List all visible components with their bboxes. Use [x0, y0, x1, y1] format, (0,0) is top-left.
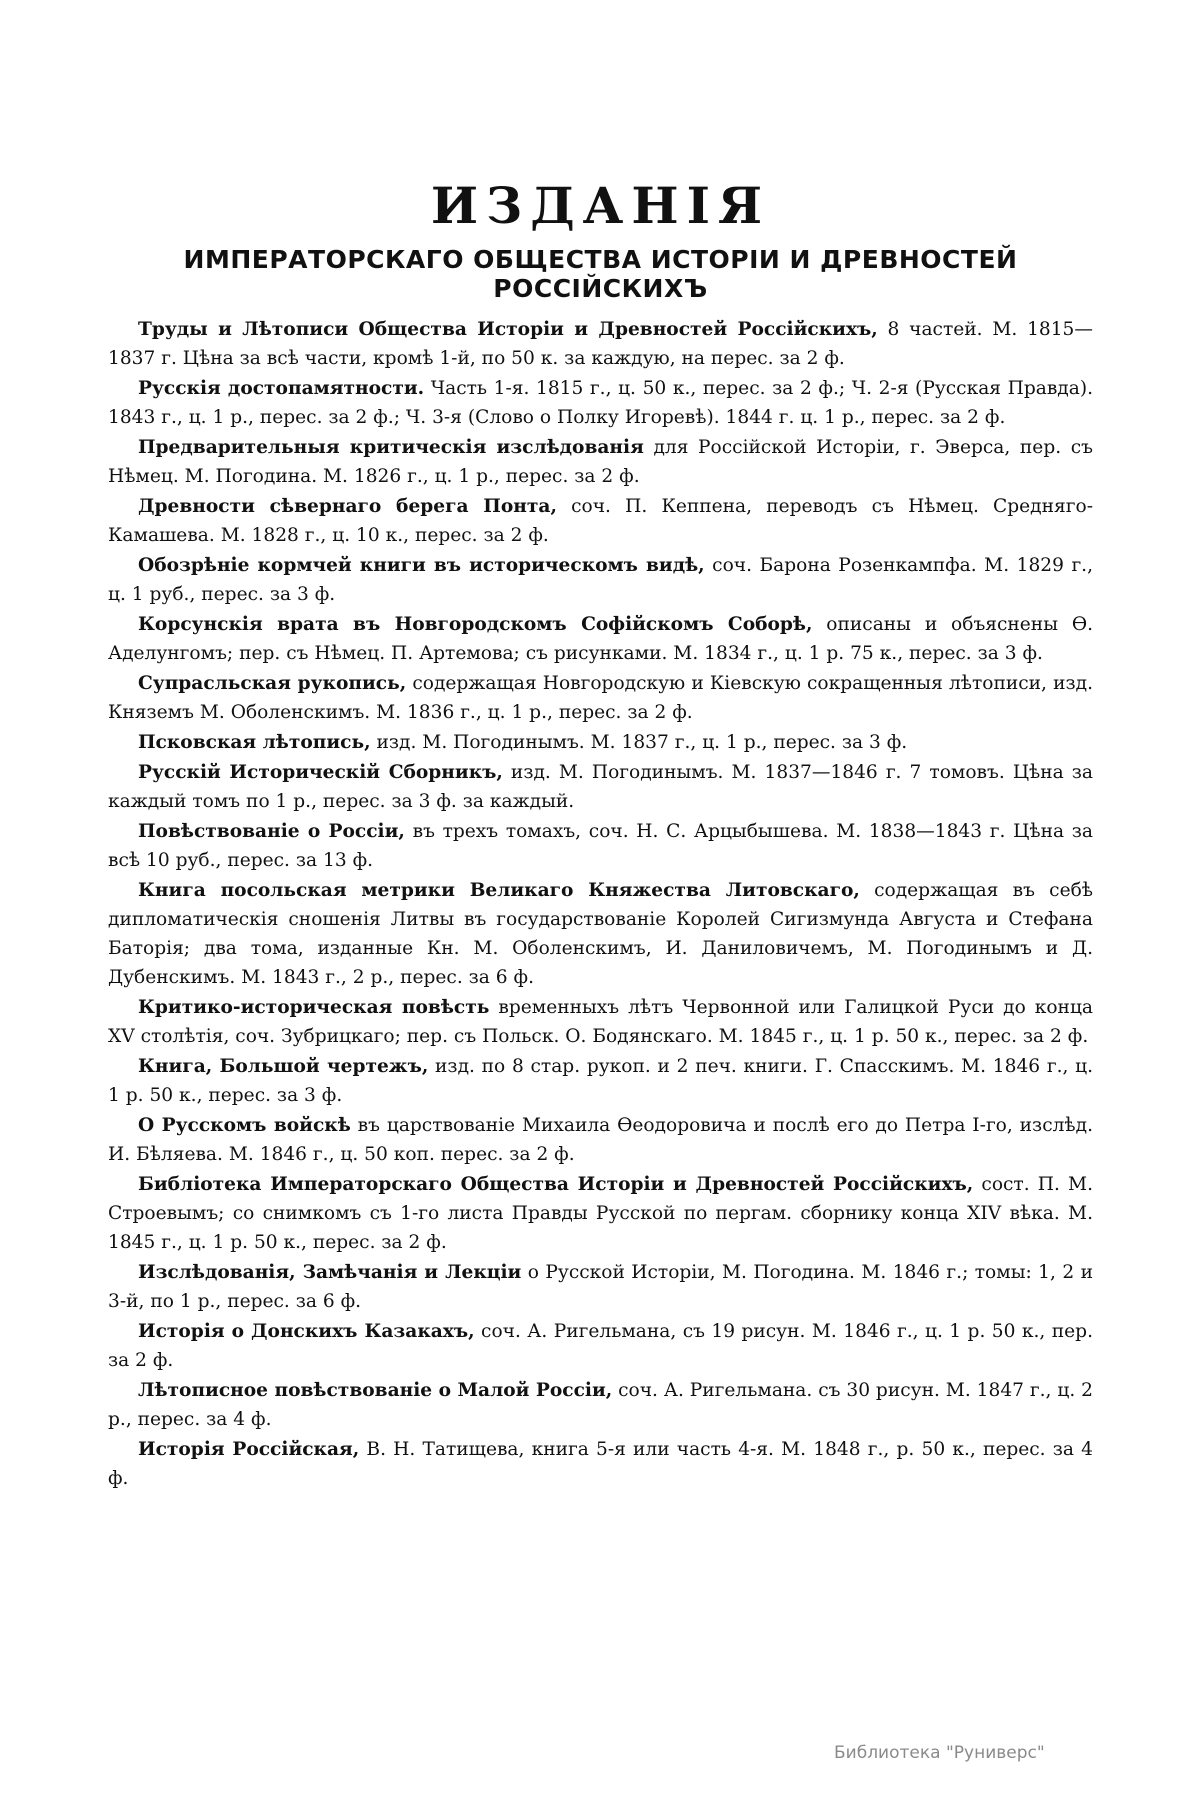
entry-title: Книга, Большой чертежъ, [138, 1056, 429, 1077]
publication-entry [108, 433, 1093, 491]
entry-title: Критико-историческая повѣсть [138, 997, 490, 1018]
publication-entry [108, 758, 1093, 816]
publication-entry [108, 728, 1093, 757]
publication-entry [108, 610, 1093, 668]
publication-entry [108, 374, 1093, 432]
publication-entry [108, 1435, 1093, 1493]
entry-details: изд. М. Погодинымъ. М. 1837—1846 г. 7 томовъ. Цѣна за каждый томъ по 1 р., перес. за 3 ф. за каждый. [108, 762, 1094, 812]
publication-entry [108, 315, 1093, 373]
entry-details: въ царствованіе Михаила Ѳеодоровича и послѣ его до Петра I-го, изслѣд. И. Бѣляева. М. 1846 г., ц. 50 коп. перес. за 2 ф. [108, 1115, 1093, 1165]
entry-title: Древности сѣвернаго берега Понта, [138, 496, 557, 517]
entry-details: описаны и объяснены Ѳ. Аделунгомъ; пер. съ Нѣмец. П. Артемова; съ рисунками. М. 1834 г., ц. 1 р. 75 к., перес. за 3 ф. [108, 614, 1093, 664]
entry-title: Книга посольская метрики Великаго Княжества Литовскаго, [138, 880, 860, 901]
entry-details: соч. П. Кеппена, переводъ съ Нѣмец. Средняго-Камашева. М. 1828 г., ц. 10 к., перес. за 2 ф. [108, 496, 1093, 546]
publication-entry [108, 551, 1093, 609]
entry-details: изд. по 8 стар. рукоп. и 2 печ. книги. Г. Спасскимъ. М. 1846 г., ц. 1 р. 50 к., перес. за 3 ф. [108, 1056, 1093, 1106]
entry-title: Русскія достопамятности. [138, 378, 425, 399]
publication-entry [108, 1317, 1093, 1375]
entry-details: соч. Барона Розенкампфа. М. 1829 г., ц. 1 руб., перес. за 3 ф. [108, 555, 1094, 605]
page-title: ИЗДАНІЯ [430, 176, 771, 235]
entry-title: Библіотека Императорскаго Общества Исторіи и Древностей Россійскихъ, [138, 1174, 974, 1195]
entry-title: Изслѣдованія, Замѣчанія и Лекціи [138, 1262, 522, 1283]
publication-entry [108, 817, 1093, 875]
entry-title: Супрасльская рукопись, [138, 673, 407, 694]
entry-details: содержащая Новгородскую и Кіевскую сокращенныя лѣтописи, изд. Княземъ М. Оболенскимъ. М. 1836 г., ц. 1 р., перес. за 2 ф. [108, 673, 1093, 723]
entry-details: изд. М. Погодинымъ. М. 1837 г., ц. 1 р., перес. за 3 ф. [370, 732, 908, 753]
entry-details: въ трехъ томахъ, соч. Н. С. Арцыбышева. М. 1838—1843 г. Цѣна за всѣ 10 руб., перес. за 13 ф. [108, 821, 1093, 871]
entry-title: О Русскомъ войскѣ [138, 1115, 351, 1136]
entry-details: 8 частей. М. 1815—1837 г. Цѣна за всѣ части, кромѣ 1-й, по 50 к. за каждую, на перес. за 2 ф. [108, 319, 1093, 369]
publication-entry [108, 1376, 1093, 1434]
publication-entry [108, 1170, 1093, 1257]
entry-details: соч. А. Ригельмана. съ 30 рисун. М. 1847 г., ц. 2 р., перес. за 4 ф. [108, 1380, 1093, 1430]
entry-title: Труды и Лѣтописи Общества Исторіи и Древностей Россійскихъ, [138, 319, 878, 340]
entry-title: Предварительныя критическія изслѣдованія [138, 437, 644, 458]
entry-details: временныхъ лѣтъ Червонной или Галицкой Руси до конца XV столѣтія, соч. Зубрицкаго; пер. съ Польск. О. Бодянскаго. М. 1845 г., ц. 1 р. 50 к., перес. за 2 ф. [108, 997, 1093, 1047]
entry-title: Корсунскія врата въ Новгородскомъ Софійскомъ Соборѣ, [138, 614, 813, 635]
entry-title: Русскій Историческій Сборникъ, [138, 762, 503, 783]
entry-details: о Русской Исторіи, М. Погодина. М. 1846 г.; томы: 1, 2 и 3-й, по 1 р., перес. за 6 ф. [108, 1262, 1093, 1312]
entry-title: Лѣтописное повѣствованіе о Малой Россіи, [138, 1380, 613, 1401]
publication-entry [108, 876, 1093, 992]
entry-title: Исторія Россійская, [138, 1439, 360, 1460]
entry-title: Повѣствованіе о Россіи, [138, 821, 405, 842]
entry-details: содержащая въ себѣ дипломатическія сношенія Литвы въ государствованіе Королей Сигизмунда Августа и Стефана Баторія; два тома, изданные Кн. М. Оболенскимъ, И. Даниловичемъ, М. Погодинымъ и Д. Дубенскимъ. М. 1843 г., 2 р., перес. за 6 ф. [108, 880, 1094, 988]
publication-list [108, 315, 1093, 1493]
entry-title: Исторія о Донскихъ Казакахъ, [138, 1321, 475, 1342]
publication-entry [108, 669, 1093, 727]
publications-page [108, 176, 1093, 1494]
entry-details: В. Н. Татищева, книга 5-я или часть 4-я. М. 1848 г., р. 50 к., перес. за 4 ф. [108, 1439, 1093, 1489]
entry-details: сост. П. М. Строевымъ; со снимкомъ съ 1-го листа Правды Русской по пергам. сборнику конца XIV вѣка. М. 1845 г., ц. 1 р. 50 к., перес. за 2 ф. [108, 1174, 1093, 1253]
entry-details: соч. А. Ригельмана, съ 19 рисун. М. 1846 г., ц. 1 р. 50 к., пер. за 2 ф. [108, 1321, 1093, 1371]
publication-entry [108, 492, 1093, 550]
publication-entry [108, 993, 1093, 1051]
entry-title: Обозрѣніе кормчей книги въ историческомъ видѣ, [138, 555, 705, 576]
library-watermark: Библиотека "Руниверс" [834, 1743, 1045, 1763]
entry-details: Часть 1-я. 1815 г., ц. 50 к., перес. за 2 ф.; Ч. 2-я (Русская Правда). 1843 г., ц. 1 р., перес. за 2 ф.; Ч. 3-я (Слово о Полку Игоревѣ). 1844 г. ц. 1 р., перес. за 2 ф. [108, 378, 1094, 428]
publication-entry [108, 1258, 1093, 1316]
publication-entry [108, 1052, 1093, 1110]
entry-details: для Россійской Исторіи, г. Эверса, пер. съ Нѣмец. М. Погодина. М. 1826 г., ц. 1 р., перес. за 2 ф. [108, 437, 1093, 487]
publication-entry [108, 1111, 1093, 1169]
page-subtitle: ИМПЕРАТОРСКАГО ОБЩЕСТВА ИСТОРІИ И ДРЕВНОСТЕЙ РОССІЙСКИХЪ [183, 245, 1018, 303]
entry-title: Псковская лѣтопись, [138, 732, 371, 753]
